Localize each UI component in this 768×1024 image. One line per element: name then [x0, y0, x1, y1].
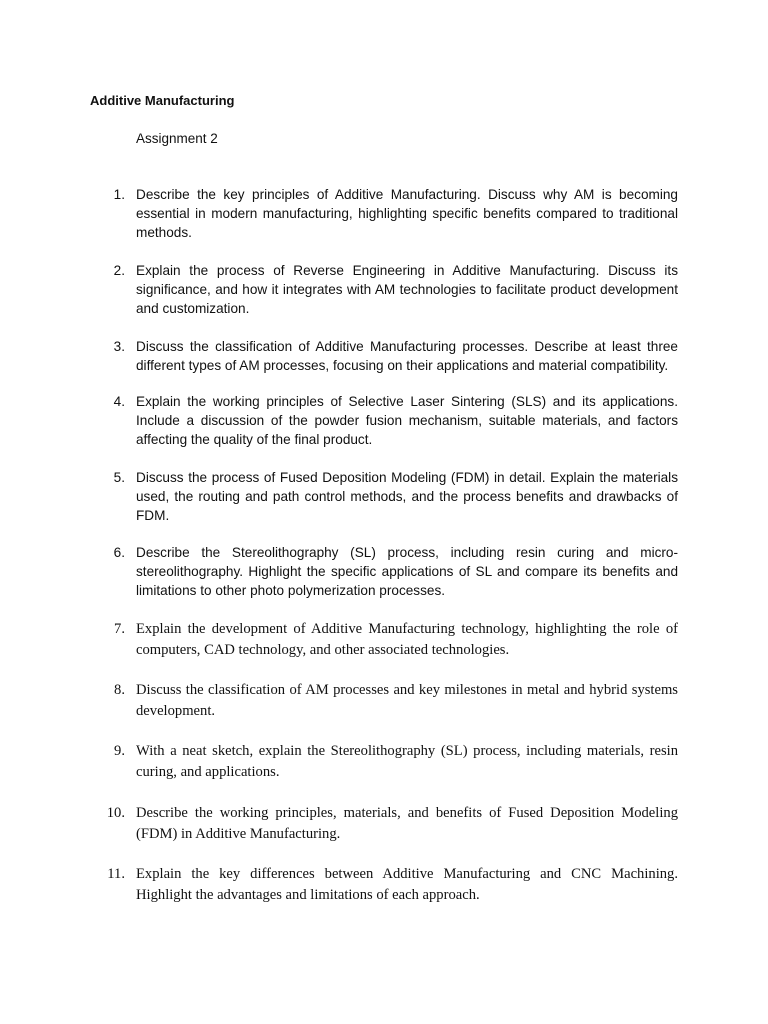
- question-number: 7.: [114, 621, 125, 637]
- question-text: Explain the development of Additive Manufacturing technology, highlighting the role of computers, CAD technology, and other associated technologies.: [136, 621, 678, 658]
- question-number: 2.: [113, 263, 125, 278]
- question-text: Describe the key principles of Additive Manufacturing. Discuss why AM is becoming essential in modern manufacturing, highlighting specific benefits compared to traditional methods.: [136, 187, 678, 240]
- question-text: With a neat sketch, explain the Stereolithography (SL) process, including materials, resin curing, and applications.: [136, 743, 678, 780]
- question-text: Discuss the classification of Additive Manufacturing processes. Describe at least three different types of AM processes, focusing on their applications and material compatibility.: [136, 339, 678, 373]
- question-number: 10.: [106, 805, 125, 821]
- question-text: Explain the process of Reverse Engineering in Additive Manufacturing. Discuss its significance, and how it integrates with AM technologies to facilitate product development and customization.: [136, 263, 678, 316]
- question-text: Describe the working principles, materials, and benefits of Fused Deposition Modeling (FDM) in Additive Manufacturing.: [136, 805, 678, 842]
- question-number: 4.: [113, 394, 125, 409]
- question-number: 1.: [113, 187, 125, 202]
- question-number: 8.: [114, 682, 125, 698]
- question-text: Discuss the classification of AM processes and key milestones in metal and hybrid systems development.: [136, 682, 678, 719]
- document-title: Additive Manufacturing: [90, 93, 235, 108]
- question-text: Explain the working principles of Selective Laser Sintering (SLS) and its applications. Include a discussion of the powder fusion mechanism, suitable materials, and factors affecting the quality of the final product.: [136, 394, 678, 447]
- question-number: 9.: [114, 743, 125, 759]
- question-text: Discuss the process of Fused Deposition Modeling (FDM) in detail. Explain the materials used, the routing and path control methods, and the process benefits and drawbacks of FDM.: [136, 470, 678, 523]
- question-number: 6.: [113, 545, 125, 560]
- assignment-subtitle: Assignment 2: [136, 131, 218, 146]
- question-text: Explain the key differences between Additive Manufacturing and CNC Machining. Highlight the advantages and limitations of each approach.: [136, 866, 678, 903]
- question-number: 11.: [107, 866, 125, 882]
- question-text: Describe the Stereolithography (SL) process, including resin curing and micro-stereolithography. Highlight the specific applications of SL and compare its benefits and limitations to other photo polymerization processes.: [136, 545, 678, 598]
- question-number: 3.: [113, 339, 125, 354]
- question-number: 5.: [113, 470, 125, 485]
